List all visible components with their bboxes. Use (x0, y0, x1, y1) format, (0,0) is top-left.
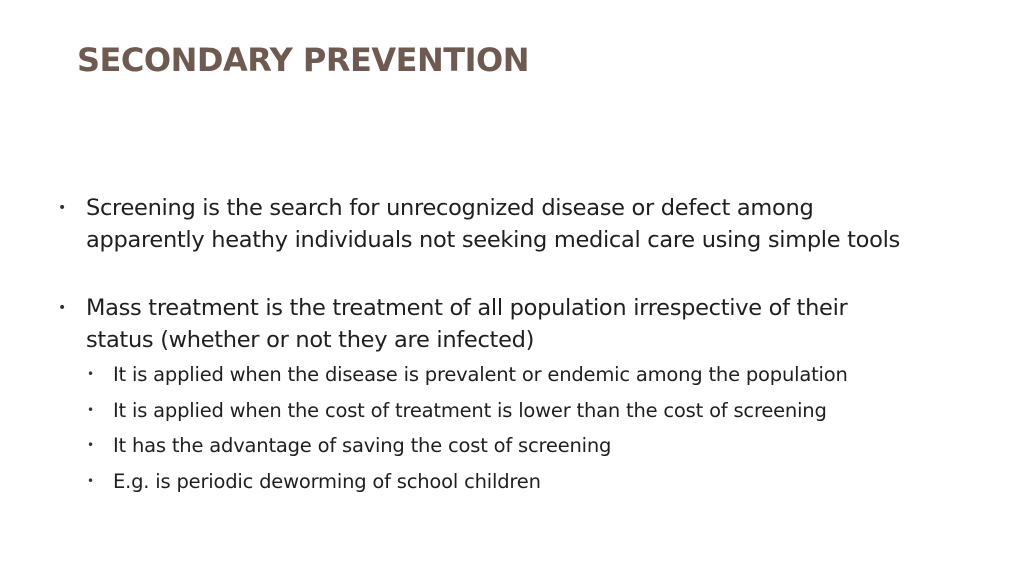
sub-bullet-advantage: • It has the advantage of saving the cost of screening (52, 428, 1002, 464)
bullet-mass-treatment (52, 292, 1002, 356)
bullet-screening-line-1: Screening is the search for unrecognized disease or defect among (86, 195, 814, 221)
sub-bullet-prevalent: • It is applied when the disease is prevalent or endemic among the population (52, 357, 1002, 393)
slide-title: SECONDARY PREVENTION (77, 41, 529, 79)
bullet-mass-treatment-line-1: Mass treatment is the treatment of all population irrespective of their (86, 295, 848, 321)
sub-bullet-cost-lower: • It is applied when the cost of treatment is lower than the cost of screening (52, 393, 1002, 429)
bullet-mass-treatment-line-2: status (whether or not they are infected) (86, 327, 535, 353)
bullet-screening-line-2: apparently heathy individuals not seeking medical care using simple tools (86, 227, 900, 253)
bullet-screening (52, 192, 1002, 256)
sub-bullet-example: • E.g. is periodic deworming of school children (52, 464, 1002, 500)
slide-content (52, 192, 1002, 499)
